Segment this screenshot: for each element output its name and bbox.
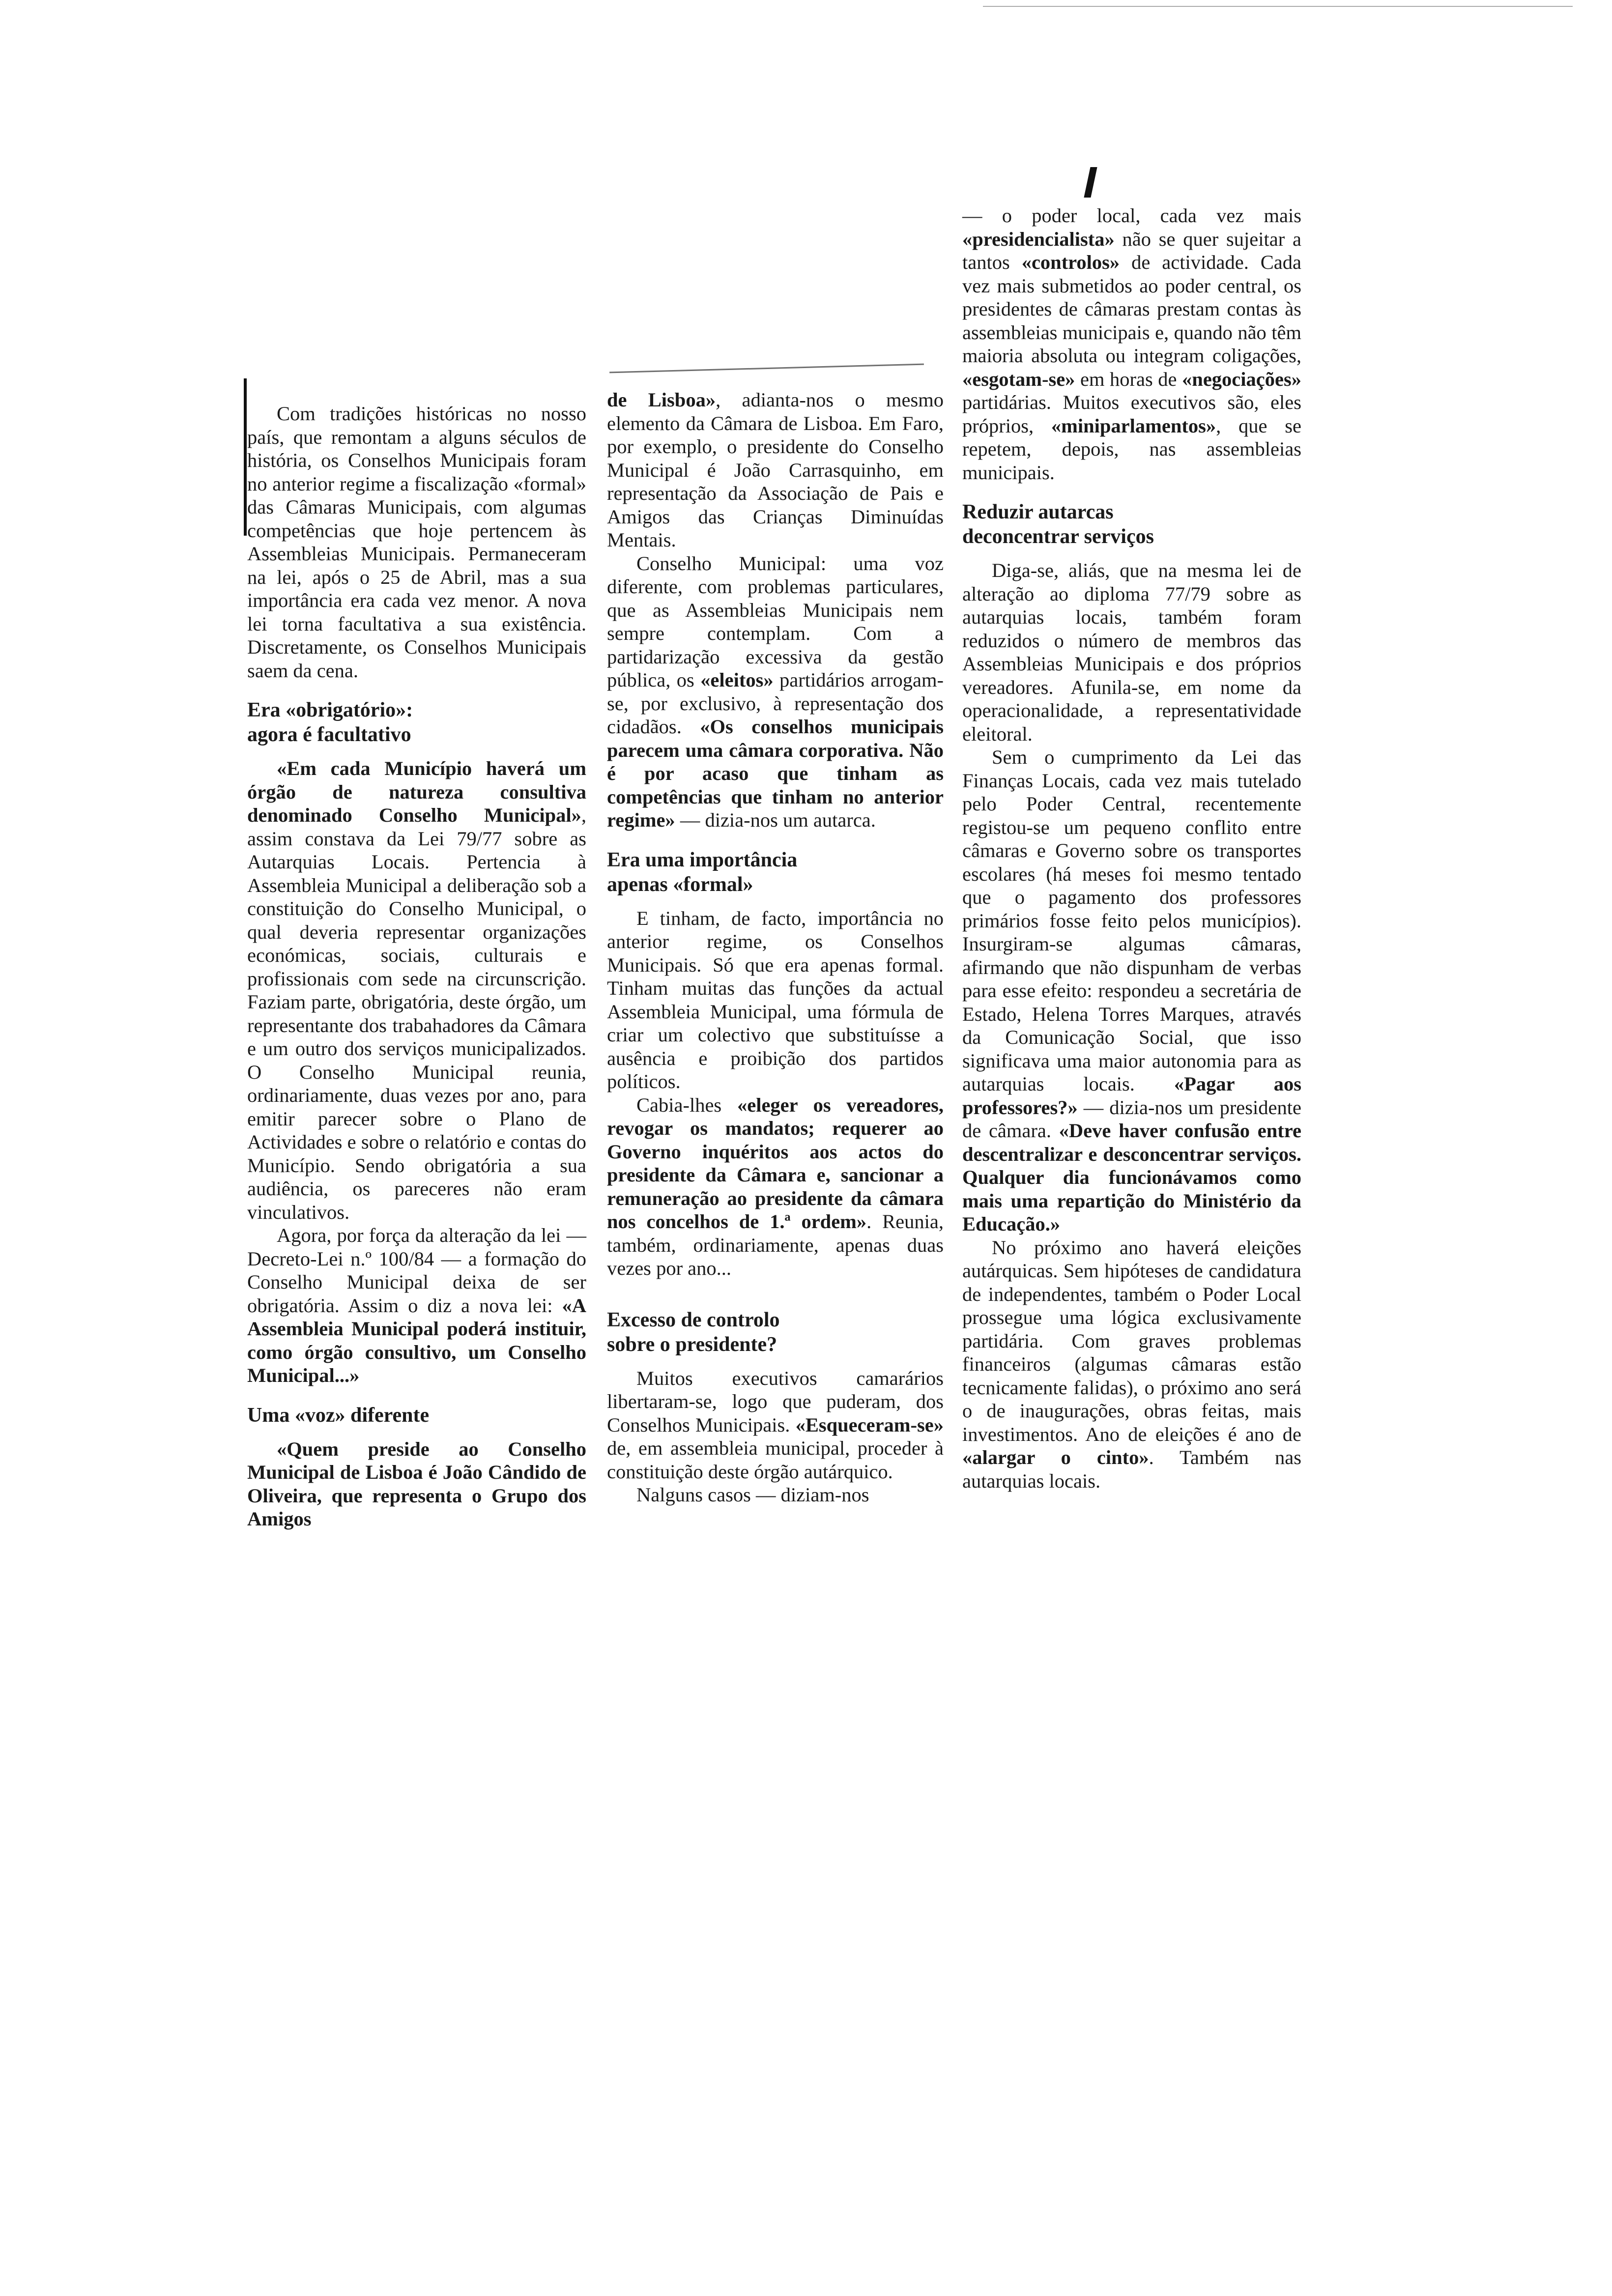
section-heading: Excesso de controlo sobre o presidente?: [607, 1308, 780, 1356]
paragraph: Diga-se, aliás, que na mesma lei de alteração ao diploma 77/79 sobre as autarquias locais, também foram reduzidos o número de membros das Assembleias Municipais e dos próprios vereadores. Afunila-se, em nome da operacionalidade, a representatividade eleitoral.: [962, 559, 1301, 745]
article-column-3: [962, 204, 1301, 1492]
paragraph: Agora, por força da alteração da lei — Decreto-Lei n.º 100/84 — a formação do Conselho Municipal deixa de ser obrigatória. Assim o diz a nova lei: «A Assembleia Municipal poderá instituir, como órgão consultivo, um Conselho Municipal...»: [247, 1224, 586, 1386]
paragraph: No próximo ano haverá eleições autárquicas. Sem hipóteses de candidatura de independentes, também o Poder Local prossegue uma lógica exclusivamente partidária. Com graves problemas financeiros (algumas câmaras estão tecnicamente falidas), o próximo ano será o de inaugurações, obras feitas, mais investimentos. Ano de eleições é ano de «alargar o cinto». Também nas autarquias locais.: [962, 1236, 1301, 1492]
paragraph: Com tradições históricas no nosso país, que remontam a alguns séculos de história, os Conselhos Municipais foram no anterior regime a fiscalização «formal» das Câmaras Municipais, com algumas competências que hoje pertencem às Assembleias Municipais. Permaneceram na lei, após o 25 de Abril, mas a sua importância era cada vez menor. A nova lei torna facultativa a sua existência. Discretamente, os Conselhos Municipais saem da cena.: [247, 402, 586, 682]
paragraph: Muitos executivos camarários libertaram-se, logo que puderam, dos Conselhos Municipais. «Esqueceram-se» de, em assembleia municipal, proceder à constituição deste órgão autárquico.: [607, 1367, 944, 1483]
section-heading: Era «obrigatório»: agora é facultativo: [247, 699, 413, 746]
scan-mark: [609, 364, 924, 373]
scan-mark: [1084, 167, 1097, 198]
scan-mark: [983, 6, 1573, 7]
article-column-2: [607, 388, 944, 1507]
paragraph: de Lisboa», adianta-nos o mesmo elemento da Câmara de Lisboa. Em Faro, por exemplo, o presidente do Conselho Municipal é João Carrasquinho, em representação da Associação de Pais e Amigos das Crianças Diminuídas Mentais.: [607, 389, 944, 551]
section-heading: Uma «voz» diferente: [247, 1404, 430, 1427]
paragraph: «Em cada Município haverá um órgão de natureza consultiva denominado Conselho Municipal», assim constava da Lei 79/77 sobre as Autarquias Locais. Pertencia à Assembleia Municipal a deliberação sob a constituição do Conselho Municipal, o qual deveria representar organizações económicas, sociais, culturais e profissionais com sede na circunscrição. Faziam parte, obrigatória, deste órgão, um representante dos trabahadores da Câmara e um outro dos serviços municipalizados. O Conselho Municipal reunia, ordinariamente, duas vezes por ano, para emitir parecer sobre o Plano de Actividades e sobre o relatório e contas do Município. Sendo obrigatória a sua audiência, os pareceres não eram vinculativos.: [247, 757, 586, 1223]
paragraph: E tinham, de facto, importância no anterior regime, os Conselhos Municipais. Só que era apenas formal. Tinham muitas das funções da actual Assembleia Municipal, uma fórmula de criar um colectivo que substituísse a ausência e proibição dos partidos políticos.: [607, 907, 944, 1092]
paragraph: — o poder local, cada vez mais «presidencialista» não se quer sujeitar a tantos «controlos» de actividade. Cada vez mais submetidos ao poder central, os presidentes de câmaras prestam contas às assembleias municipais e, quando não têm maioria absoluta ou integram coligações, «esgotam-se» em horas de «negociações» partidárias. Muitos executivos são, eles próprios, «miniparlamentos», que se repetem, depois, nas assembleias municipais.: [962, 204, 1301, 484]
margin-rule: [244, 378, 247, 536]
paragraph: Sem o cumprimento da Lei das Finanças Locais, cada vez mais tutelado pelo Poder Central, recentemente registou-se um pequeno conflito entre câmaras e Governo sobre os transportes escolares (há meses foi mesmo tentado que o pagamento dos professores primários fosse feito pelos municípios). Insurgiram-se algumas câmaras, afirmando que não dispunham de verbas para esse efeito: respondeu a secretária de Estado, Helena Torres Marques, através da Comunicação Social, que isso significava uma maior autonomia para as autarquias locais. «Pagar aos professores?» — dizia-nos um presidente de câmara. «Deve haver confusão entre descentralizar e desconcentrar serviços. Qualquer dia funcionávamos como mais uma repartição do Ministério da Educação.»: [962, 746, 1301, 1235]
section-heading: Reduzir autarcas deconcentrar serviços: [962, 501, 1154, 548]
article-column-1: [247, 402, 586, 1531]
section-heading: Era uma importância apenas «formal»: [607, 848, 798, 896]
paragraph: Conselho Municipal: uma voz diferente, com problemas particulares, que as Assembleias Municipais nem sempre contemplam. Com a partidarização excessiva da gestão pública, os «eleitos» partidários arrogam-se, por exclusivo, à representação dos cidadãos. «Os conselhos municipais parecem uma câmara corporativa. Não é por acaso que tinham as competências que tinham no anterior regime» — dizia-nos um autarca.: [607, 552, 944, 831]
paragraph: Cabia-lhes «eleger os vereadores, revogar os mandatos; requerer ao Governo inquéritos aos actos do presidente da Câmara e, sancionar a remuneração ao presidente da câmara nos concelhos de 1.ª ordem». Reunia, também, ordinariamente, apenas duas vezes por ano...: [607, 1093, 944, 1279]
paragraph: Nalguns casos — diziam-nos: [636, 1484, 869, 1506]
paragraph: «Quem preside ao Conselho Municipal de Lisboa é João Cândido de Oliveira, que representa o Grupo dos Amigos: [247, 1437, 586, 1530]
